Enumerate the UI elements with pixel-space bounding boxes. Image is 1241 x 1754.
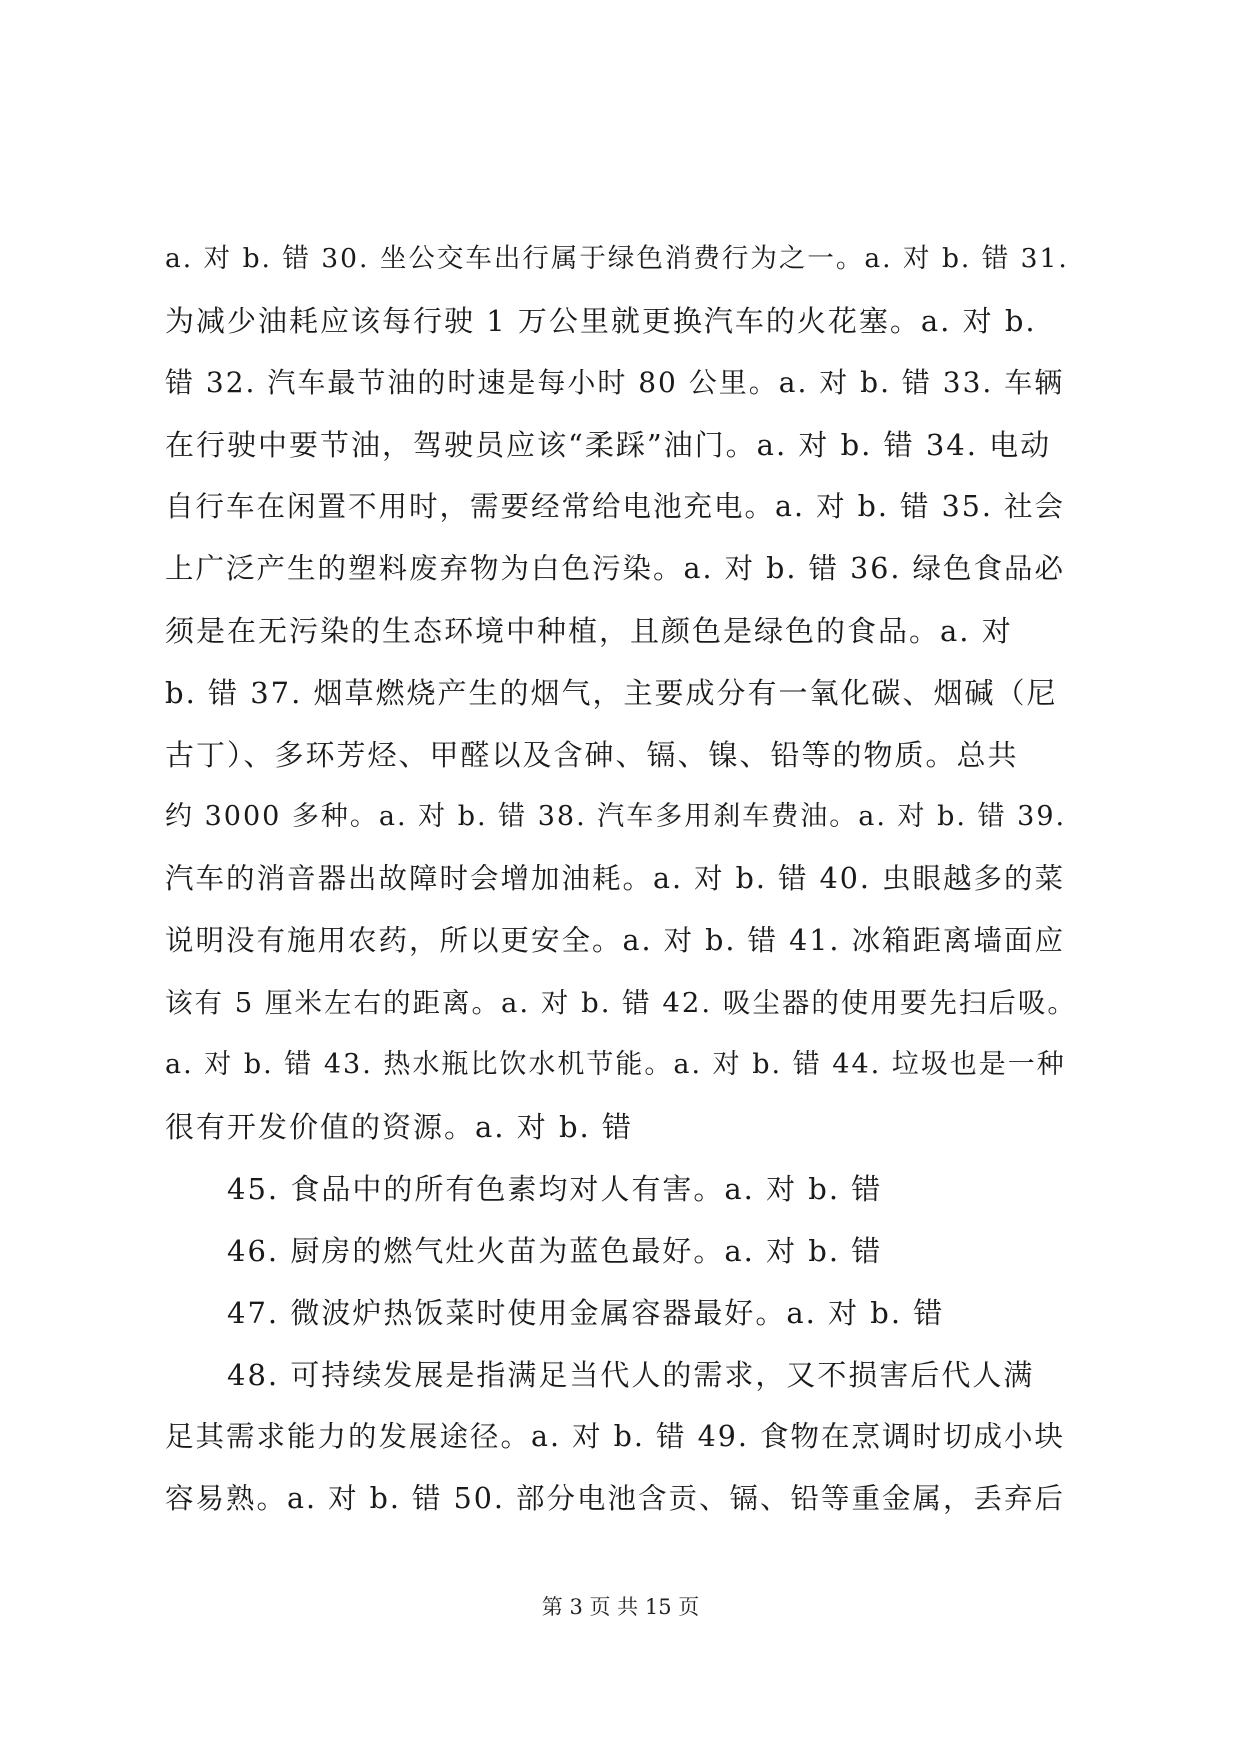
text-line: 47. 微波炉热饭菜时使用金属容器最好。a. 对 b. 错: [227, 1296, 945, 1330]
text-line: 上广泛产生的塑料废弃物为白色污染。a. 对 b. 错 36. 绿色食品必: [165, 552, 1065, 585]
text-line: a. 对 b. 错 43. 热水瓶比饮水机节能。a. 对 b. 错 44. 垃圾也是一种: [165, 1049, 1066, 1080]
text-line: 48. 可持续发展是指满足当代人的需求，又不损害后代人满: [227, 1358, 1035, 1392]
text-line: 45. 食品中的所有色素均对人有害。a. 对 b. 错: [227, 1172, 883, 1206]
text-line: 46. 厨房的燃气灶火苗为蓝色最好。a. 对 b. 错: [227, 1234, 883, 1268]
text-line: 很有开发价值的资源。a. 对 b. 错: [165, 1110, 633, 1144]
text-line: 足其需求能力的发展途径。a. 对 b. 错 49. 食物在烹调时切成小块: [165, 1420, 1065, 1453]
text-line: b. 错 37. 烟草燃烧产生的烟气，主要成分有一氧化碳、烟碱（尼: [165, 676, 1058, 710]
text-line: 说明没有施用农药，所以更安全。a. 对 b. 错 41. 冰箱距离墙面应: [165, 924, 1065, 957]
text-line: 约 3000 多种。a. 对 b. 错 38. 汽车多用刹车费油。a. 对 b. 错 39.: [165, 801, 1067, 832]
text-line: 在行驶中要节油，驾驶员应该“柔踩”油门。a. 对 b. 错 34. 电动: [165, 428, 1052, 462]
text-line: 为减少油耗应该每行驶 1 万公里就更换汽车的火花塞。a. 对 b.: [165, 304, 1037, 338]
page-number-footer: 第 3 页 共 15 页: [541, 1595, 700, 1619]
text-line: 错 32. 汽车最节油的时速是每小时 80 公里。a. 对 b. 错 33. 车辆: [165, 366, 1065, 399]
text-line: 须是在无污染的生态环境中种植，且颜色是绿色的食品。a. 对: [165, 614, 1013, 648]
document-body: [165, 228, 1077, 1530]
text-line: 容易熟。a. 对 b. 错 50. 部分电池含贡、镉、铅等重金属，丢弃后: [165, 1482, 1065, 1515]
text-line: 古丁）、多环芳烃、甲醛以及含砷、镉、镍、铅等的物质。总共: [165, 738, 1019, 772]
text-line: a. 对 b. 错 30. 坐公交车出行属于绿色消费行为之一。a. 对 b. 错 31.: [165, 243, 1069, 274]
text-line: 自行车在闲置不用时，需要经常给电池充电。a. 对 b. 错 35. 社会: [165, 490, 1065, 523]
text-line: 汽车的消音器出故障时会增加油耗。a. 对 b. 错 40. 虫眼越多的菜: [165, 862, 1065, 895]
text-line: 该有 5 厘米左右的距离。a. 对 b. 错 42. 吸尘器的使用要先扫后吸。: [165, 987, 1077, 1019]
